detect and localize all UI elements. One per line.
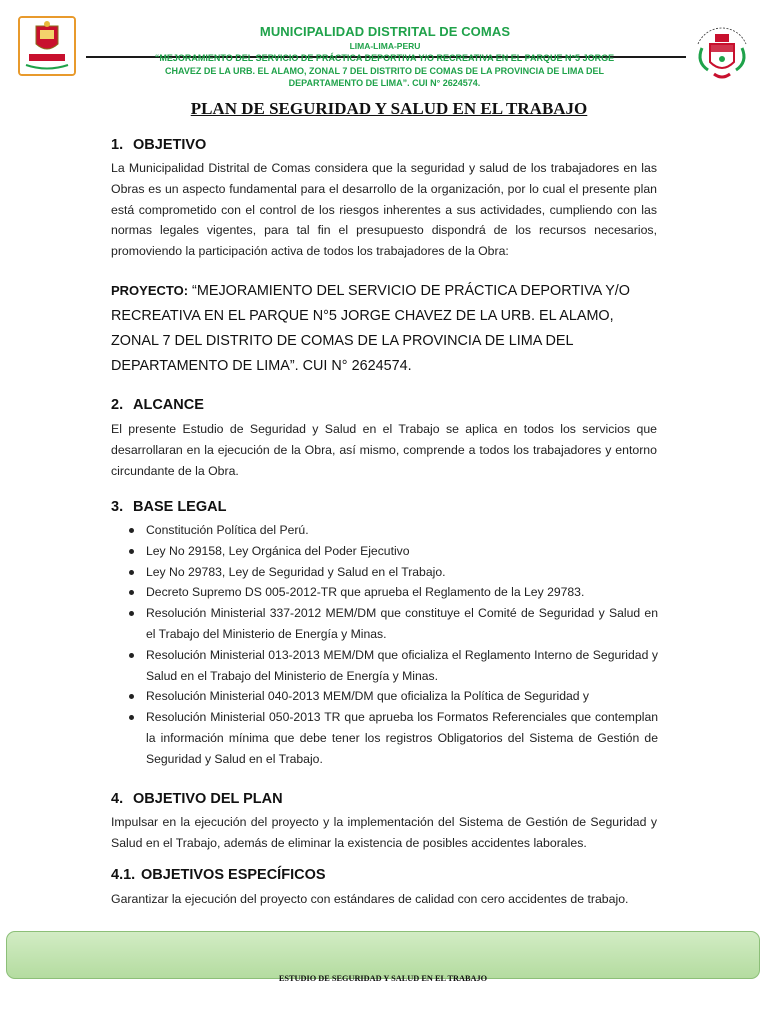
list-item: Constitución Política del Perú. bbox=[128, 520, 658, 541]
comas-logo bbox=[18, 16, 76, 76]
list-item: Resolución Ministerial 050-2013 TR que aprueba los Formatos Referenciales que contemplan la información mínima que debe tener los registros Obligatorios del Sistema de Gestión de Seguridad y Salud en el Trabajo. bbox=[128, 707, 658, 769]
section-number: 4.1. bbox=[111, 867, 136, 883]
list-item: Resolución Ministerial 013-2013 MEM/DM que oficializa el Reglamento Interno de Seguridad y Salud en el Trabajo del Ministerio de Energía y Minas. bbox=[128, 645, 658, 687]
footer-text: ESTUDIO DE SEGURIDAD Y SALUD EN EL TRABAJO bbox=[278, 974, 488, 983]
objetivos-especificos-paragraph: Garantizar la ejecución del proyecto con estándares de calidad con cero accidentes de trabajo. bbox=[111, 892, 629, 906]
list-item: Resolución Ministerial 337-2012 MEM/DM que constituye el Comité de Seguridad y Salud en el Trabajo del Ministerio de Energía y Minas. bbox=[128, 603, 658, 645]
section-title: OBJETIVOS ESPECÍFICOS bbox=[141, 867, 326, 883]
section-title: ALCANCE bbox=[133, 397, 204, 413]
list-item: Decreto Supremo DS 005-2012-TR que aprueba el Reglamento de la Ley 29783. bbox=[128, 582, 658, 603]
document-title: PLAN DE SEGURIDAD Y SALUD EN EL TRABAJO bbox=[190, 99, 588, 118]
header-project-line: DEPARTAMENTO DE LIMA”. CUI N° 2624574. bbox=[288, 78, 481, 88]
list-item: Ley No 29783, Ley de Seguridad y Salud en el Trabajo. bbox=[128, 562, 658, 583]
list-item: Ley No 29158, Ley Orgánica del Poder Ejecutivo bbox=[128, 541, 658, 562]
header-org-name: MUNICIPALIDAD DISTRITAL DE COMAS bbox=[259, 24, 511, 39]
header-project-line: CHAVEZ DE LA URB. EL ALAMO, ZONAL 7 DEL DISTRITO DE COMAS DE LA PROVINCIA DE LIMA DEL bbox=[164, 65, 605, 76]
section-number: 3. bbox=[111, 499, 124, 515]
section-title: OBJETIVO DEL PLAN bbox=[133, 791, 283, 807]
project-text: “MEJORAMIENTO DEL SERVICIO DE PRÁCTICA DEPORTIVA Y/O RECREATIVA EN EL PARQUE N°5 JORGE CHAVEZ DE LA URB. EL ALAMO, ZONAL 7 DEL DISTRITO DE COMAS DE LA PROVINCIA DE LIMA DEL DEPARTAMENTO DE LIMA”. CUI N° 2624574. bbox=[111, 283, 631, 374]
footer-band bbox=[6, 931, 760, 979]
section-title: BASE LEGAL bbox=[133, 499, 227, 515]
project-label: PROYECTO: bbox=[111, 283, 189, 298]
section-heading-alcance bbox=[111, 397, 204, 413]
objetivo-plan-paragraph: Impulsar en la ejecución del proyecto y la implementación del Sistema de Gestión de Seguridad y Salud en el Trabajo, además de eliminar la existencia de posibles accidentes laborales. bbox=[111, 815, 657, 850]
section-number: 1. bbox=[111, 137, 124, 153]
section-heading-base-legal bbox=[111, 499, 226, 515]
header-location: LIMA-LIMA-PERU bbox=[349, 41, 421, 51]
section-title: OBJETIVO bbox=[133, 137, 207, 153]
header-project-line: “MEJORAMIENTO DEL SERVICIO DE PRÁCTICA DEPORTIVA Y/O RECREATIVA EN EL PARQUE N°5 JORGE bbox=[154, 53, 615, 63]
objetivo-paragraph: La Municipalidad Distrital de Comas considera que la seguridad y salud de los trabajadores en las Obras es un aspecto fundamental para el desarrollo de la organización, por lo cual el presente plan está comprometido con el control de los riesgos inherentes a sus actividades, cumpliendo con las normas legales vigentes, para tal fin el presupuesto dispondrá de los recursos necesarios, promoviendo la participación activa de todos los trabajadores de la Obra: bbox=[111, 161, 657, 259]
section-number: 2. bbox=[111, 397, 124, 413]
section-heading-objetivos-especificos bbox=[111, 867, 326, 883]
list-item: Resolución Ministerial 040-2013 MEM/DM que oficializa la Política de Seguridad y bbox=[128, 686, 658, 707]
project-statement bbox=[111, 278, 657, 379]
alcance-paragraph: El presente Estudio de Seguridad y Salud en el Trabajo se aplica en todos los servicios que desarrollaran en la ejecución de la Obra, así mismo, comprende a todos los trabajadores y entorno circundante de la Obra. bbox=[111, 422, 657, 478]
header-project bbox=[112, 52, 657, 90]
peru-coat-of-arms-icon bbox=[688, 18, 756, 86]
base-legal-list bbox=[128, 520, 658, 770]
section-heading-objetivo bbox=[111, 137, 206, 153]
section-number: 4. bbox=[111, 791, 124, 807]
section-heading-objetivo-plan bbox=[111, 791, 283, 807]
